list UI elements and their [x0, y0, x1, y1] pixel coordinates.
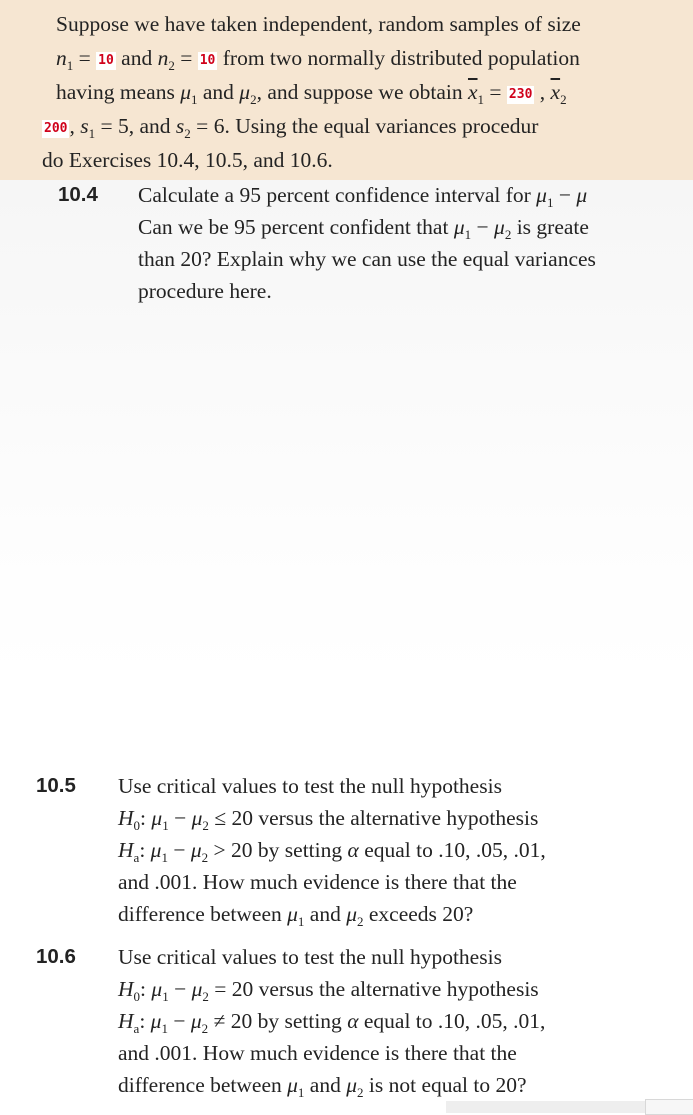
ex105-line-1: Use critical values to test the null hypothesis — [118, 774, 502, 798]
exercise-10-4-number: 10.4 — [58, 183, 98, 206]
intro-line-2: $n_1 = 10$ and $n_2 = 10$ from two normally distributed population — [56, 46, 580, 73]
x2-value: 200 — [44, 121, 68, 136]
ex106-line-1: Use critical values to test the null hypothesis — [118, 945, 502, 969]
bottom-edge-shadow — [446, 1101, 646, 1113]
intro-line-3: having means $\mu_1$ and $\mu_2$, and suppose we obtain $\overline{x}_1 = 230$ , $\overline{x}_2$ — [56, 80, 567, 107]
ex104-line-3: than 20? Explain why we can use the equal variances — [138, 247, 596, 271]
intro-line-4: 200, $s_1 = 5$, and $s_2 = 6$. Using the equal variances procedur — [44, 114, 539, 141]
ex104-line-4: procedure here. — [138, 279, 272, 303]
n1-value: 10 — [98, 53, 114, 68]
exercise-10-5-number: 10.5 — [36, 774, 76, 797]
intro-line-1: Suppose we have taken independent, random samples of size — [56, 12, 581, 36]
ex105-line-5: difference between $\mu_1$ and $\mu_2$ exceeds 20? — [118, 902, 474, 929]
x1-value: 230 — [508, 87, 533, 102]
n2-value: 10 — [199, 53, 216, 68]
s2-value: 6 — [213, 114, 225, 138]
ex104-line-1: Calculate a 95 percent confidence interval for $\mu_1 - \mu$ — [138, 183, 588, 210]
s1-value: 5 — [118, 114, 129, 138]
exercise-10-5-text — [118, 770, 546, 930]
problem-intro — [0, 0, 693, 180]
ex106-line-3: $H_a$: $\mu_1 - \mu_2 \ne 20$ by setting α equal to .10, .05, .01, — [118, 1009, 546, 1036]
ex106-line-2: $H_0$: $\mu_1 - \mu_2 = 20$ versus the alternative hypothesis — [118, 977, 539, 1004]
ex105-line-4: and .001. How much evidence is there that the — [118, 870, 517, 894]
exercise-10-4-text — [138, 179, 596, 307]
ex106-line-4: and .001. How much evidence is there that the — [118, 1041, 517, 1065]
ex106-line-5: difference between $\mu_1$ and $\mu_2$ is not equal to 20? — [118, 1073, 527, 1100]
bottom-edge-box — [645, 1099, 693, 1115]
ex105-line-2: $H_0$: $\mu_1 - \mu_2 \le 20$ versus the alternative hypothesis — [118, 806, 539, 833]
exercise-10-6-text — [118, 941, 545, 1101]
ex104-line-2: Can we be 95 percent confident that $\mu_1 - \mu_2$ is greate — [138, 215, 589, 242]
exercise-10-6-number: 10.6 — [36, 945, 76, 968]
intro-line-5: do Exercises 10.4, 10.5, and 10.6. — [42, 148, 333, 172]
ex105-line-3: $H_a$: $\mu_1 - \mu_2 > 20$ by setting α equal to .10, .05, .01, — [118, 838, 546, 865]
